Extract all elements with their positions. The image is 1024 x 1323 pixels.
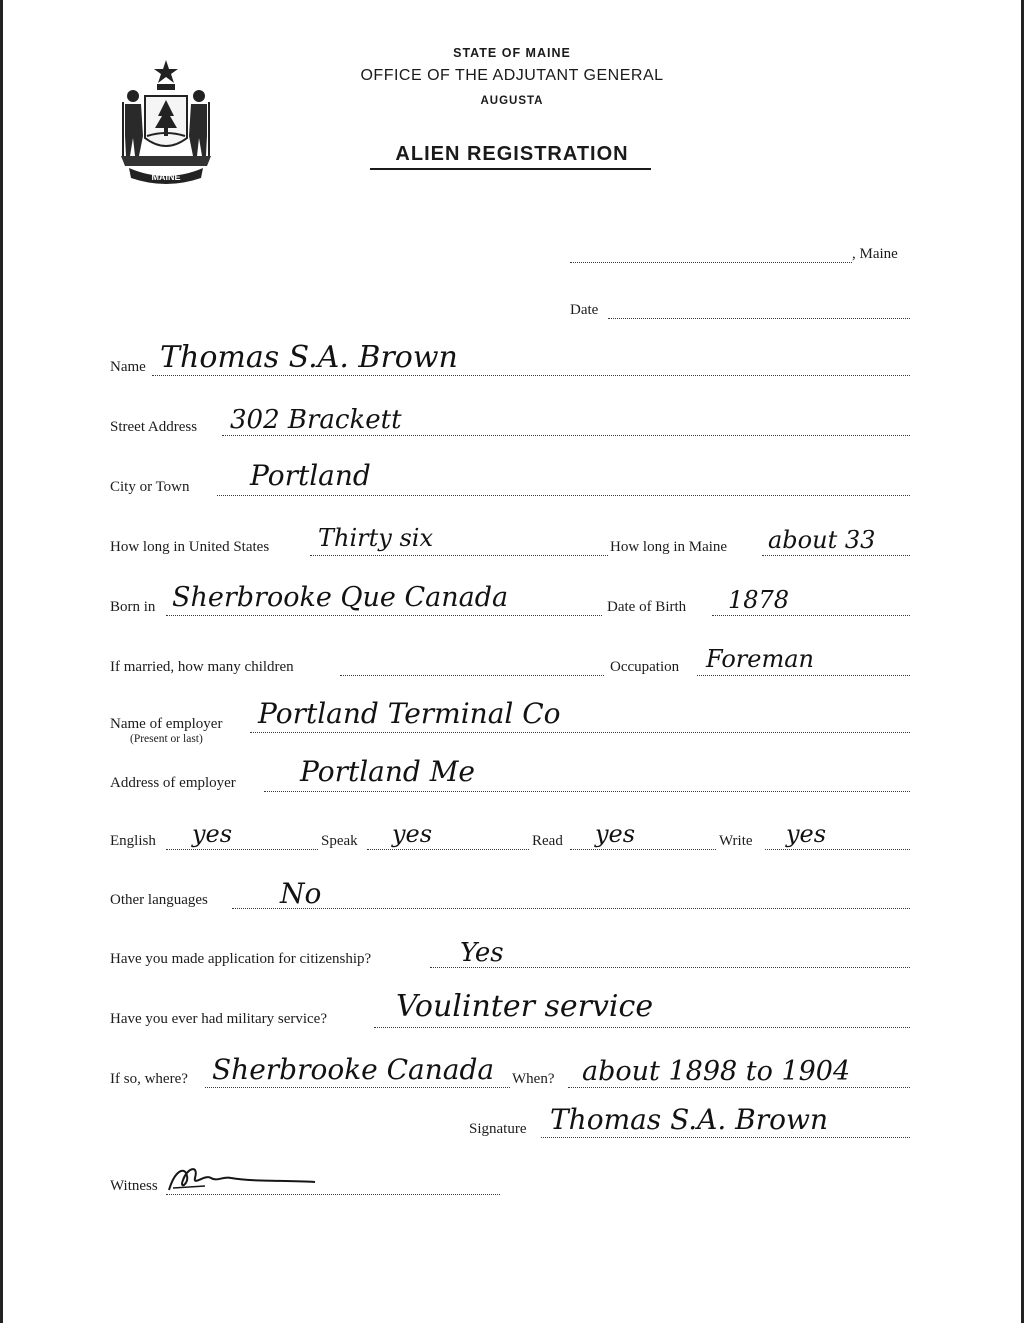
occupation-label: Occupation: [610, 659, 680, 675]
witness-signature-mark: [165, 1160, 345, 1196]
signature-label: Signature: [469, 1121, 527, 1137]
where-value: Sherbrooke Canada: [212, 1053, 495, 1086]
city-label: City or Town: [110, 479, 190, 495]
how-long-maine-value: about 33: [768, 526, 876, 554]
street-value: 302 Brackett: [230, 405, 402, 435]
born-value: Sherbrooke Que Canada: [172, 582, 509, 613]
occupation-field[interactable]: [697, 675, 910, 676]
how-long-us-value: Thirty six: [318, 524, 433, 552]
form-title: ALIEN REGISTRATION: [395, 143, 629, 165]
name-label: Name: [110, 359, 146, 375]
how-long-us-field[interactable]: [310, 555, 608, 556]
speak-value: yes: [392, 820, 433, 848]
street-field[interactable]: [222, 435, 910, 436]
write-value: yes: [786, 820, 827, 848]
employer-address-field[interactable]: [264, 791, 910, 792]
write-field[interactable]: [765, 849, 910, 850]
write-label: Write: [719, 833, 753, 849]
state-heading: STATE OF MAINE: [453, 46, 571, 60]
dob-field[interactable]: [712, 615, 910, 616]
english-value: yes: [192, 820, 233, 848]
employer-field[interactable]: [250, 732, 910, 733]
signature-field[interactable]: [541, 1137, 910, 1138]
employer-value: Portland Terminal Co: [258, 697, 561, 730]
town-field[interactable]: [570, 262, 852, 263]
military-value: Voulinter service: [396, 989, 654, 1024]
other-languages-field[interactable]: [232, 908, 910, 909]
seal-text: MAINE: [151, 172, 181, 182]
city-field[interactable]: [217, 495, 910, 496]
employer-label: Name of employer: [110, 716, 223, 732]
when-field[interactable]: [568, 1087, 910, 1088]
witness-label: Witness: [110, 1178, 158, 1194]
when-value: about 1898 to 1904: [582, 1056, 851, 1087]
employer-sublabel: (Present or last): [130, 733, 203, 745]
employer-address-label: Address of employer: [110, 775, 236, 791]
english-field[interactable]: [166, 849, 318, 850]
born-field[interactable]: [166, 615, 602, 616]
children-label: If married, how many children: [110, 659, 294, 675]
military-field[interactable]: [374, 1027, 910, 1028]
read-field[interactable]: [570, 849, 716, 850]
read-value: yes: [595, 820, 636, 848]
employer-address-value: Portland Me: [300, 755, 475, 788]
english-label: English: [110, 833, 156, 849]
other-languages-label: Other languages: [110, 892, 208, 908]
name-value: Thomas S.A. Brown: [160, 340, 458, 375]
street-label: Street Address: [110, 419, 198, 435]
where-field[interactable]: [205, 1087, 510, 1088]
city-value: Portland: [250, 459, 371, 492]
office-heading: OFFICE OF THE ADJUTANT GENERAL: [360, 67, 664, 84]
children-field[interactable]: [340, 675, 604, 676]
dob-label: Date of Birth: [607, 599, 687, 615]
how-long-maine-label: How long in Maine: [610, 539, 728, 555]
where-label: If so, where?: [110, 1071, 188, 1087]
citizenship-value: Yes: [460, 938, 504, 968]
dob-value: 1878: [728, 586, 790, 614]
born-label: Born in: [110, 599, 156, 615]
date-field[interactable]: [608, 318, 910, 319]
military-label: Have you ever had military service?: [110, 1011, 327, 1027]
signature-value: Thomas S.A. Brown: [550, 1103, 829, 1136]
other-languages-value: No: [280, 877, 322, 910]
occupation-value: Foreman: [706, 645, 814, 673]
maine-suffix-label: , Maine: [852, 246, 898, 262]
date-label: Date: [570, 302, 599, 318]
how-long-maine-field[interactable]: [762, 555, 910, 556]
city-heading: AUGUSTA: [480, 95, 544, 107]
name-field[interactable]: [152, 375, 910, 376]
speak-field[interactable]: [367, 849, 529, 850]
citizenship-label: Have you made application for citizenship?: [110, 951, 372, 967]
read-label: Read: [532, 833, 563, 849]
speak-label: Speak: [321, 833, 358, 849]
how-long-us-label: How long in United States: [110, 539, 270, 555]
title-underline: [370, 168, 651, 170]
when-label: When?: [512, 1071, 555, 1087]
